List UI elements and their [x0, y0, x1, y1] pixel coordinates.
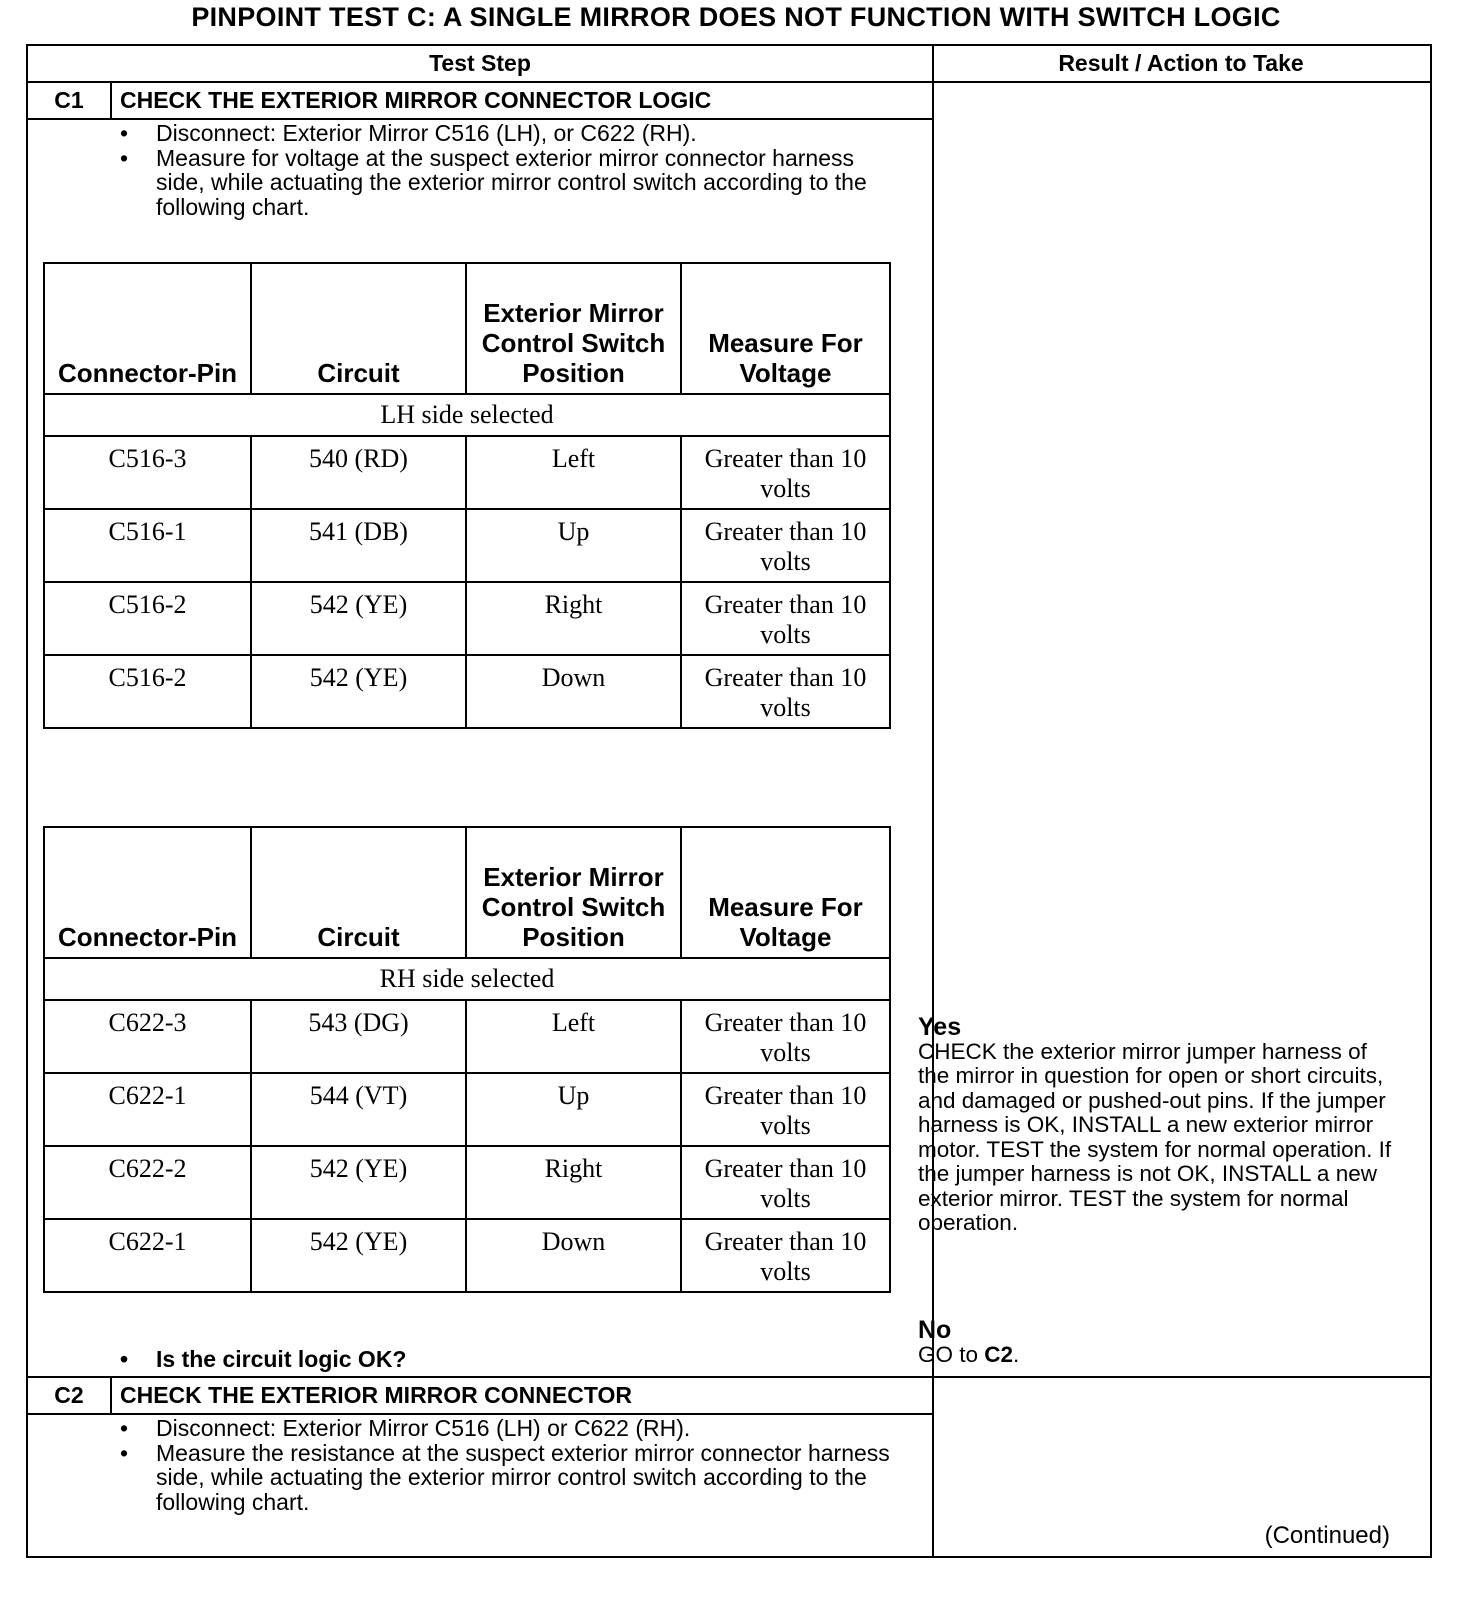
- table-cell: Greater than 10 volts: [681, 1219, 890, 1292]
- table-cell: C622-2: [44, 1146, 251, 1219]
- table-cell: 542 (YE): [251, 1146, 466, 1219]
- step-c1-header: [28, 83, 932, 120]
- header-test-step: Test Step: [28, 46, 932, 83]
- column-header: Circuit: [251, 827, 466, 958]
- header-result: Result / Action to Take: [932, 46, 1430, 83]
- table-row: [44, 1219, 890, 1292]
- table-cell: Down: [466, 655, 681, 728]
- table-row: [44, 436, 890, 509]
- selection-label: LH side selected: [44, 394, 890, 436]
- table-cell: Greater than 10 volts: [681, 582, 890, 655]
- table-cell: Up: [466, 509, 681, 582]
- column-header: Connector-Pin: [44, 827, 251, 958]
- table-row: [44, 1146, 890, 1219]
- step-title: CHECK THE EXTERIOR MIRROR CONNECTOR: [120, 1382, 632, 1408]
- instruction-item: • Measure the resistance at the suspect exterior mirror connector harness side, while actuating the exterior mirror control switch according to the following chart.: [116, 1441, 896, 1515]
- column-header: Connector-Pin: [44, 263, 251, 394]
- table-cell: Greater than 10 volts: [681, 1073, 890, 1146]
- step-title: CHECK THE EXTERIOR MIRROR CONNECTOR LOGIC: [120, 87, 712, 113]
- table-cell: C622-3: [44, 1000, 251, 1073]
- step-c2-instructions: [116, 1416, 896, 1514]
- table-row: [44, 1073, 890, 1146]
- column-header: Measure For Voltage: [681, 827, 890, 958]
- lh-voltage-table: [43, 262, 891, 729]
- table-cell: 544 (VT): [251, 1073, 466, 1146]
- table-header-row: [44, 263, 890, 394]
- table-cell: 542 (YE): [251, 1219, 466, 1292]
- table-row: [44, 655, 890, 728]
- result-no-label: No: [918, 1316, 952, 1344]
- table-cell: 541 (DB): [251, 509, 466, 582]
- selection-label: RH side selected: [44, 958, 890, 1000]
- table-cell: Left: [466, 436, 681, 509]
- table-cell: Greater than 10 volts: [681, 509, 890, 582]
- column-header: Exterior Mirror Control Switch Position: [466, 827, 681, 958]
- result-no: [918, 1318, 1394, 1367]
- table-row: [44, 582, 890, 655]
- table-cell: 543 (DG): [251, 1000, 466, 1073]
- instruction-item: • Disconnect: Exterior Mirror C516 (LH), or C622 (RH).: [116, 121, 896, 146]
- table-cell: C622-1: [44, 1219, 251, 1292]
- column-header: Measure For Voltage: [681, 263, 890, 394]
- table-cell: 542 (YE): [251, 582, 466, 655]
- table-cell: C516-2: [44, 655, 251, 728]
- question-item: • Is the circuit logic OK?: [116, 1347, 896, 1372]
- instruction-item: • Measure for voltage at the suspect exterior mirror connector harness side, while actuating the exterior mirror control switch according to the following chart.: [116, 146, 896, 220]
- result-no-text: GO to C2.: [918, 1341, 1020, 1367]
- table-cell: Down: [466, 1219, 681, 1292]
- pinpoint-test-table: [26, 44, 1432, 1558]
- step-c2-header: [28, 1378, 932, 1415]
- table-cell: C516-3: [44, 436, 251, 509]
- table-header-row: [44, 827, 890, 958]
- table-cell: C516-2: [44, 582, 251, 655]
- table-cell: 542 (YE): [251, 655, 466, 728]
- result-yes-label: Yes: [918, 1013, 962, 1041]
- table-cell: Greater than 10 volts: [681, 1000, 890, 1073]
- table-cell: C516-1: [44, 509, 251, 582]
- table-cell: Greater than 10 volts: [681, 436, 890, 509]
- table-cell: Right: [466, 582, 681, 655]
- table-cell: C622-1: [44, 1073, 251, 1146]
- table-cell: Right: [466, 1146, 681, 1219]
- column-header: Exterior Mirror Control Switch Position: [466, 263, 681, 394]
- step-id: C1: [28, 83, 112, 118]
- rh-voltage-table: [43, 826, 891, 1293]
- column-header: Circuit: [251, 263, 466, 394]
- result-yes: [918, 1015, 1394, 1236]
- table-cell: Greater than 10 volts: [681, 1146, 890, 1219]
- step-id: C2: [28, 1378, 112, 1413]
- continued-note: (Continued): [1264, 1522, 1390, 1549]
- result-yes-text: CHECK the exterior mirror jumper harness of the mirror in question for open or short circuits, and damaged or pushed-out pins. If the jumper harness is OK, INSTALL a new exterior mirror motor. TEST the system for normal operation. If the jumper harness is not OK, INSTALL a new exterior mirror. TEST the system for normal operation.: [918, 1038, 1392, 1235]
- table-cell: Greater than 10 volts: [681, 655, 890, 728]
- page-title: PINPOINT TEST C: A SINGLE MIRROR DOES NOT FUNCTION WITH SWITCH LOGIC: [191, 2, 1281, 32]
- goto-step-link[interactable]: C2: [984, 1341, 1014, 1367]
- table-row: [44, 1000, 890, 1073]
- table-cell: Up: [466, 1073, 681, 1146]
- step-c1-instructions: [116, 121, 896, 219]
- instruction-item: • Disconnect: Exterior Mirror C516 (LH) or C622 (RH).: [116, 1416, 896, 1441]
- table-cell: 540 (RD): [251, 436, 466, 509]
- step-c1-question: [116, 1347, 896, 1372]
- table-cell: Left: [466, 1000, 681, 1073]
- table-row: [44, 509, 890, 582]
